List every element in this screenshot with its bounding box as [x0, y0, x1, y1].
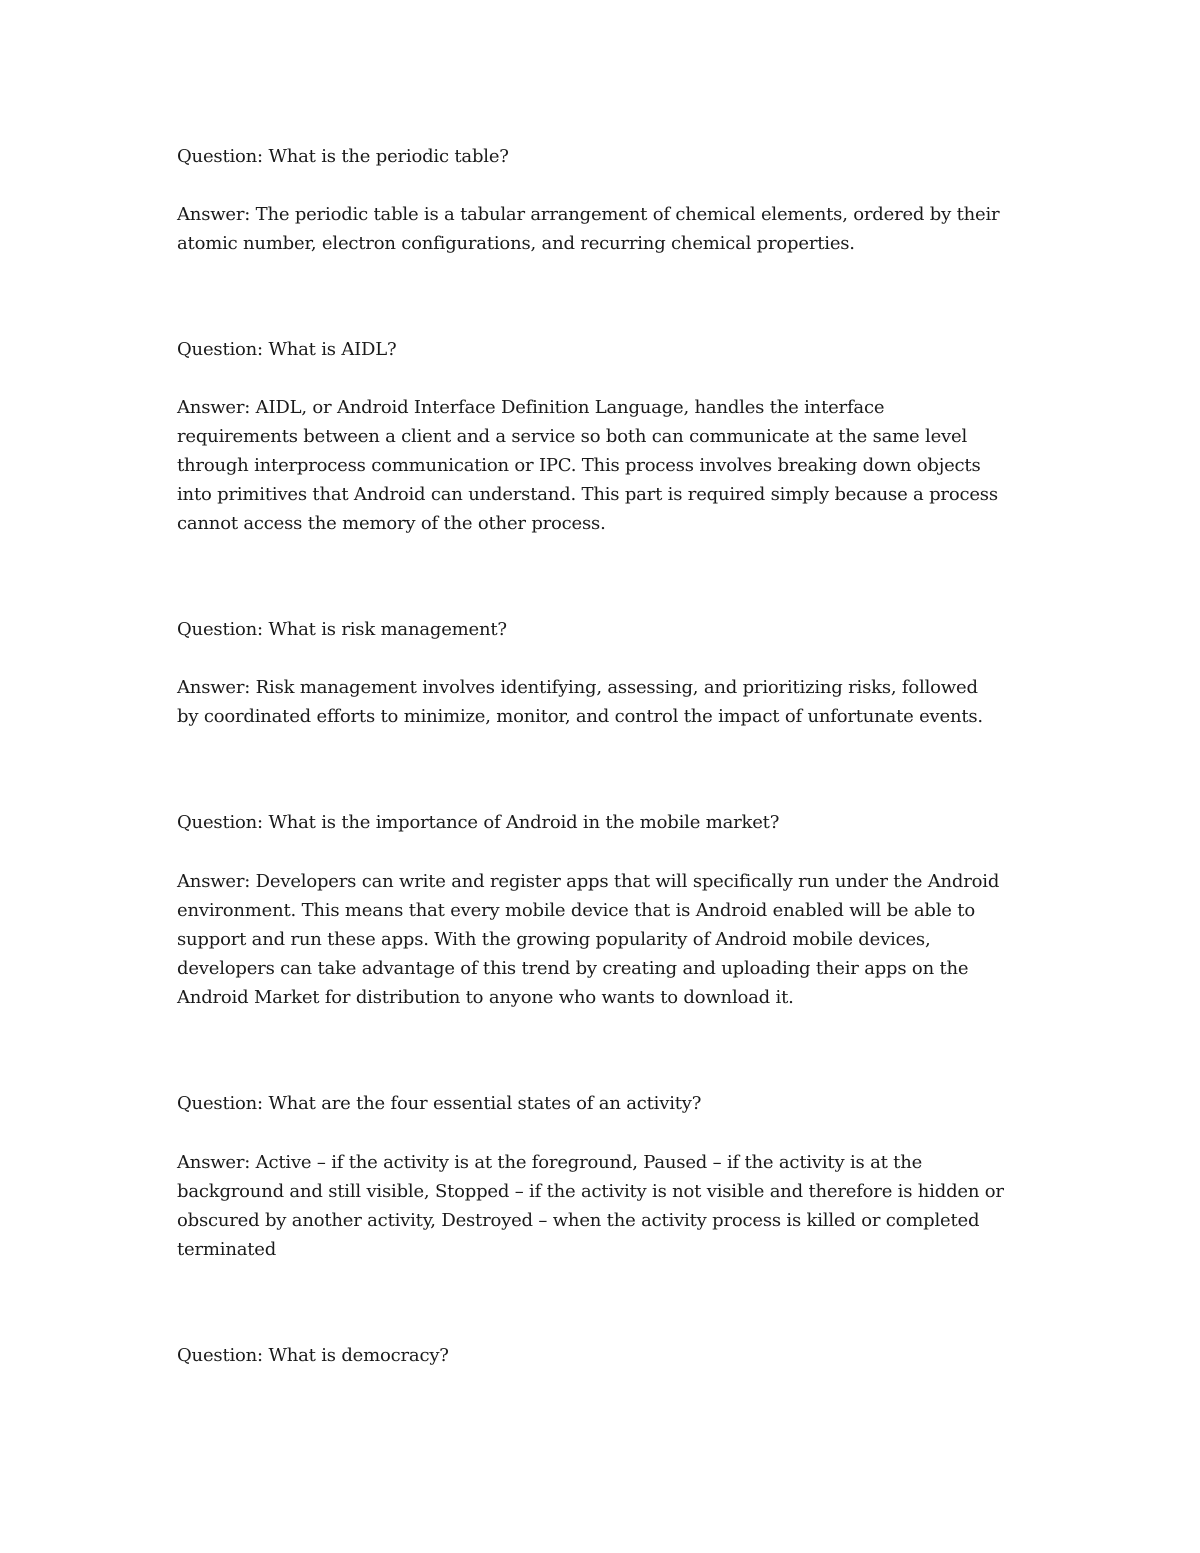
answer-line: Answer: Developers can write and register apps that will specifically run under the Android: [177, 871, 1000, 892]
question-text: Question: What is the importance of Android in the mobile market?: [177, 812, 780, 833]
answer-line: support and run these apps. With the growing popularity of Android mobile devices,: [177, 929, 931, 950]
answer-line: atomic number, electron configurations, and recurring chemical properties.: [177, 233, 855, 254]
question-text: Question: What is AIDL?: [177, 339, 397, 360]
question-text: Question: What are the four essential states of an activity?: [177, 1093, 702, 1114]
answer-line: Answer: Risk management involves identifying, assessing, and prioritizing risks, followed: [177, 677, 978, 698]
answer-line: through interprocess communication or IPC. This process involves breaking down objects: [177, 455, 981, 476]
answer-line: by coordinated efforts to minimize, monitor, and control the impact of unfortunate events.: [177, 706, 983, 727]
answer-line: Answer: Active – if the activity is at the foreground, Paused – if the activity is at the: [177, 1152, 923, 1173]
question-text: Question: What is democracy?: [177, 1345, 449, 1366]
answer-line: Answer: AIDL, or Android Interface Definition Language, handles the interface: [177, 397, 885, 418]
question-text: Question: What is the periodic table?: [177, 146, 509, 167]
answer-line: into primitives that Android can understand. This part is required simply because a process: [177, 484, 998, 505]
answer-line: terminated: [177, 1239, 277, 1260]
answer-line: environment. This means that every mobile device that is Android enabled will be able to: [177, 900, 975, 921]
answer-line: obscured by another activity, Destroyed – when the activity process is killed or completed: [177, 1210, 980, 1231]
answer-line: background and still visible, Stopped – if the activity is not visible and therefore is hidden or: [177, 1181, 1004, 1202]
answer-line: developers can take advantage of this trend by creating and uploading their apps on the: [177, 958, 969, 979]
answer-line: requirements between a client and a service so both can communicate at the same level: [177, 426, 968, 447]
answer-line: Android Market for distribution to anyone who wants to download it.: [177, 987, 794, 1008]
answer-line: Answer: The periodic table is a tabular arrangement of chemical elements, ordered by their: [177, 204, 1000, 225]
question-text: Question: What is risk management?: [177, 619, 507, 640]
answer-line: cannot access the memory of the other process.: [177, 513, 606, 534]
